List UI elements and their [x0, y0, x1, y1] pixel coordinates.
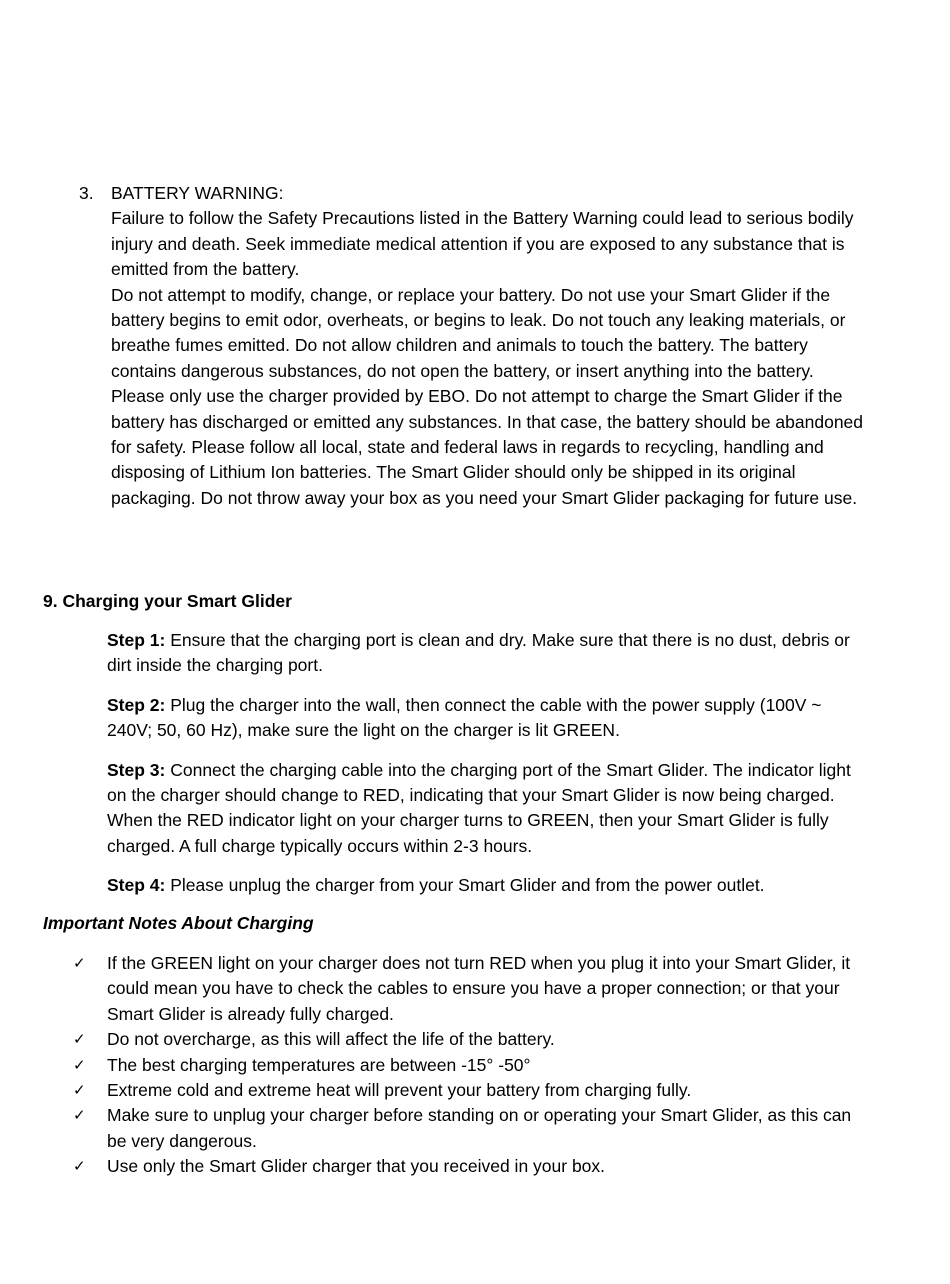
step-text: Plug the charger into the wall, then connect the cable with the power supply (100V ~ 240V; 50, 60 Hz), make sure the light on the charger is lit GREEN.: [107, 694, 822, 741]
checkmark-icon: ✓: [73, 1055, 86, 1074]
charging-step-1: [107, 628, 862, 679]
checkmark-icon: ✓: [73, 1106, 86, 1125]
step-text: Please unplug the charger from your Smart Glider and from the power outlet.: [165, 875, 765, 896]
checkmark-icon: ✓: [73, 954, 86, 972]
list-item: [73, 1154, 863, 1179]
charging-step-2: [107, 693, 862, 744]
step-label: Step 2:: [107, 694, 166, 715]
charging-section-title: 9. Charging your Smart Glider: [43, 591, 292, 611]
step-label: Step 3:: [107, 759, 166, 780]
charging-step-4: [107, 873, 862, 898]
list-item: [73, 1078, 863, 1103]
list-item: [73, 951, 863, 1027]
note-text: Do not overcharge, as this will affect the life of the battery.: [107, 1029, 555, 1050]
battery-warning-paragraph-1: Failure to follow the Safety Precautions listed in the Battery Warning could lead to serious bodily injury and death. Seek immediate medical attention if you are exposed to any substance that is emitted from the battery.: [111, 208, 854, 280]
step-label: Step 1:: [107, 630, 166, 650]
battery-warning-body: [111, 181, 869, 511]
charging-notes-list: [73, 951, 863, 1180]
note-text: If the GREEN light on your charger does not turn RED when you plug it into your Smart Glider, it could mean you have to check the cables to ensure you have a proper connection; or that your Smart Glider is already fully charged.: [107, 953, 851, 1024]
note-text: Use only the Smart Glider charger that you received in your box.: [107, 1156, 606, 1177]
checkmark-icon: ✓: [73, 1157, 86, 1176]
note-text: Extreme cold and extreme heat will prevent your battery from charging fully.: [107, 1080, 692, 1101]
notes-title: Important Notes About Charging: [43, 913, 314, 933]
battery-warning-paragraph-2: Do not attempt to modify, change, or replace your battery. Do not use your Smart Glider if the battery begins to emit odor, overheats, or begins to leak. Do not touch any leaking materials, or breathe fumes emitted. Do not allow children and animals to touch the battery. The battery contains dangerous substances, do not open the battery, or insert anything into the battery. Please only use the charger provided by EBO. Do not attempt to charge the Smart Glider if the battery has discharged or emitted any substances. In that case, the battery should be abandoned for safety. Please follow all local, state and federal laws in regards to recycling, handling and disposing of Lithium Ion batteries. The Smart Glider should only be shipped in its original packaging. Do not throw away your box as you need your Smart Glider packaging for future use.: [111, 284, 864, 508]
charging-steps: [107, 628, 862, 913]
battery-warning-item: [79, 181, 869, 511]
checkmark-icon: ✓: [73, 1030, 86, 1049]
step-text: Ensure that the charging port is clean and dry. Make sure that there is no dust, debris or dirt inside the charging port.: [107, 630, 850, 676]
note-text: The best charging temperatures are between -15° -50°: [107, 1054, 531, 1075]
list-item: [73, 1103, 863, 1154]
charging-step-3: [107, 758, 862, 860]
note-text: Make sure to unplug your charger before standing on or operating your Smart Glider, as this can be very dangerous.: [107, 1105, 852, 1151]
step-text: Connect the charging cable into the charging port of the Smart Glider. The indicator light on the charger should change to RED, indicating that your Smart Glider is now being charged. When the RED indicator light on your charger turns to GREEN, then your Smart Glider is fully charged. A full charge typically occurs within 2-3 hours.: [107, 759, 851, 856]
step-label: Step 4:: [107, 875, 166, 896]
list-item: [73, 1053, 863, 1078]
battery-warning-heading: BATTERY WARNING:: [111, 183, 284, 203]
list-item: [73, 1027, 863, 1052]
checkmark-icon: ✓: [73, 1081, 86, 1100]
list-number: 3.: [79, 183, 94, 203]
